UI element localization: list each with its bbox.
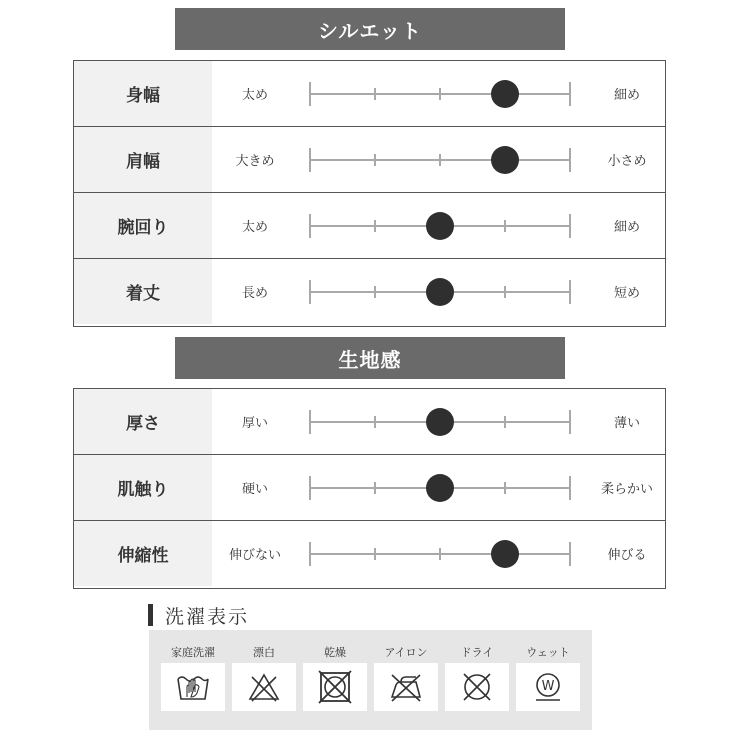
scale-tick bbox=[309, 476, 311, 500]
scale-tick bbox=[374, 482, 376, 494]
scale-tick bbox=[569, 280, 571, 304]
scale-tick bbox=[439, 154, 441, 166]
scale-tick bbox=[504, 416, 506, 428]
scale-marker bbox=[426, 278, 454, 306]
no-tumble-dry-icon bbox=[303, 663, 367, 711]
hand-wash-icon bbox=[161, 663, 225, 711]
scale-row bbox=[74, 389, 665, 455]
laundry-panel bbox=[149, 630, 592, 730]
silhouette-title: シルエット bbox=[317, 18, 423, 43]
scale-row bbox=[74, 193, 665, 259]
laundry-item-dry-clean bbox=[445, 630, 509, 730]
scale-marker bbox=[426, 408, 454, 436]
laundry-item-bleach bbox=[232, 630, 296, 730]
scale-right-label: 伸びる bbox=[607, 548, 647, 563]
silhouette-header bbox=[175, 8, 565, 50]
wet-clean-icon bbox=[516, 663, 580, 711]
silhouette-table bbox=[73, 60, 666, 327]
laundry-label: 家庭洗濯 bbox=[171, 646, 215, 659]
scale-tick bbox=[569, 542, 571, 566]
scale-tick bbox=[374, 416, 376, 428]
scale-right-label: 細め bbox=[613, 88, 640, 103]
scale-left-label: 長め bbox=[241, 286, 268, 301]
scale-tick bbox=[374, 220, 376, 232]
scale-track bbox=[310, 211, 570, 241]
scale-track bbox=[310, 79, 570, 109]
laundry-label: 乾燥 bbox=[324, 646, 346, 659]
scale-tick bbox=[309, 148, 311, 172]
laundry-label: 漂白 bbox=[253, 646, 275, 659]
scale-tick bbox=[569, 82, 571, 106]
laundry-label: ウェット bbox=[526, 646, 570, 659]
scale-tick bbox=[374, 286, 376, 298]
no-iron-icon bbox=[374, 663, 438, 711]
scale-tick bbox=[504, 220, 506, 232]
laundry-item-dry bbox=[303, 630, 367, 730]
scale-tick bbox=[309, 410, 311, 434]
laundry-title-text: 洗濯表示 bbox=[165, 605, 250, 628]
scale-row bbox=[74, 455, 665, 521]
row-label: 着丈 bbox=[74, 259, 212, 324]
scale-right-label: 細め bbox=[613, 220, 640, 235]
scale-left-label: 太め bbox=[241, 88, 268, 103]
texture-header bbox=[175, 337, 565, 379]
scale-marker bbox=[426, 212, 454, 240]
svg-text:W: W bbox=[541, 679, 555, 694]
row-label: 腕回り bbox=[74, 193, 212, 258]
scale-track bbox=[310, 277, 570, 307]
laundry-item-wet bbox=[516, 630, 580, 730]
row-label: 身幅 bbox=[74, 61, 212, 126]
scale-tick bbox=[374, 154, 376, 166]
scale-tick bbox=[309, 542, 311, 566]
scale-tick bbox=[569, 214, 571, 238]
scale-tick bbox=[569, 410, 571, 434]
scale-row bbox=[74, 127, 665, 193]
row-label: 肩幅 bbox=[74, 127, 212, 192]
scale-tick bbox=[569, 148, 571, 172]
scale-right-label: 小さめ bbox=[607, 154, 647, 169]
scale-row bbox=[74, 259, 665, 324]
scale-marker bbox=[491, 540, 519, 568]
scale-left-label: 硬い bbox=[241, 482, 268, 497]
laundry-label: ドライ bbox=[460, 646, 494, 659]
scale-right-label: 柔らかい bbox=[600, 482, 653, 497]
texture-table bbox=[73, 388, 666, 589]
laundry-title bbox=[148, 603, 249, 627]
scale-left-label: 厚い bbox=[241, 416, 268, 431]
laundry-label: アイロン bbox=[384, 646, 428, 659]
row-label: 伸縮性 bbox=[74, 521, 212, 586]
laundry-item-iron bbox=[374, 630, 438, 730]
scale-marker bbox=[426, 474, 454, 502]
scale-marker bbox=[491, 80, 519, 108]
scale-track bbox=[310, 473, 570, 503]
scale-tick bbox=[309, 280, 311, 304]
scale-track bbox=[310, 539, 570, 569]
scale-tick bbox=[309, 214, 311, 238]
scale-tick bbox=[569, 476, 571, 500]
scale-marker bbox=[491, 146, 519, 174]
scale-tick bbox=[504, 482, 506, 494]
laundry-item-home-wash bbox=[161, 630, 225, 730]
scale-row bbox=[74, 61, 665, 127]
scale-left-label: 伸びない bbox=[228, 548, 281, 563]
scale-track bbox=[310, 407, 570, 437]
texture-title: 生地感 bbox=[338, 347, 402, 372]
no-dry-clean-icon bbox=[445, 663, 509, 711]
scale-tick bbox=[439, 548, 441, 560]
scale-tick bbox=[374, 88, 376, 100]
scale-tick bbox=[439, 88, 441, 100]
no-bleach-icon bbox=[232, 663, 296, 711]
scale-right-label: 短め bbox=[613, 286, 640, 301]
scale-left-label: 大きめ bbox=[235, 154, 275, 169]
scale-tick bbox=[504, 286, 506, 298]
title-bar bbox=[148, 604, 153, 626]
scale-row bbox=[74, 521, 665, 586]
row-label: 厚さ bbox=[74, 389, 212, 454]
scale-tick bbox=[374, 548, 376, 560]
scale-right-label: 薄い bbox=[613, 416, 640, 431]
scale-left-label: 太め bbox=[241, 220, 268, 235]
row-label: 肌触り bbox=[74, 455, 212, 520]
scale-track bbox=[310, 145, 570, 175]
scale-tick bbox=[309, 82, 311, 106]
